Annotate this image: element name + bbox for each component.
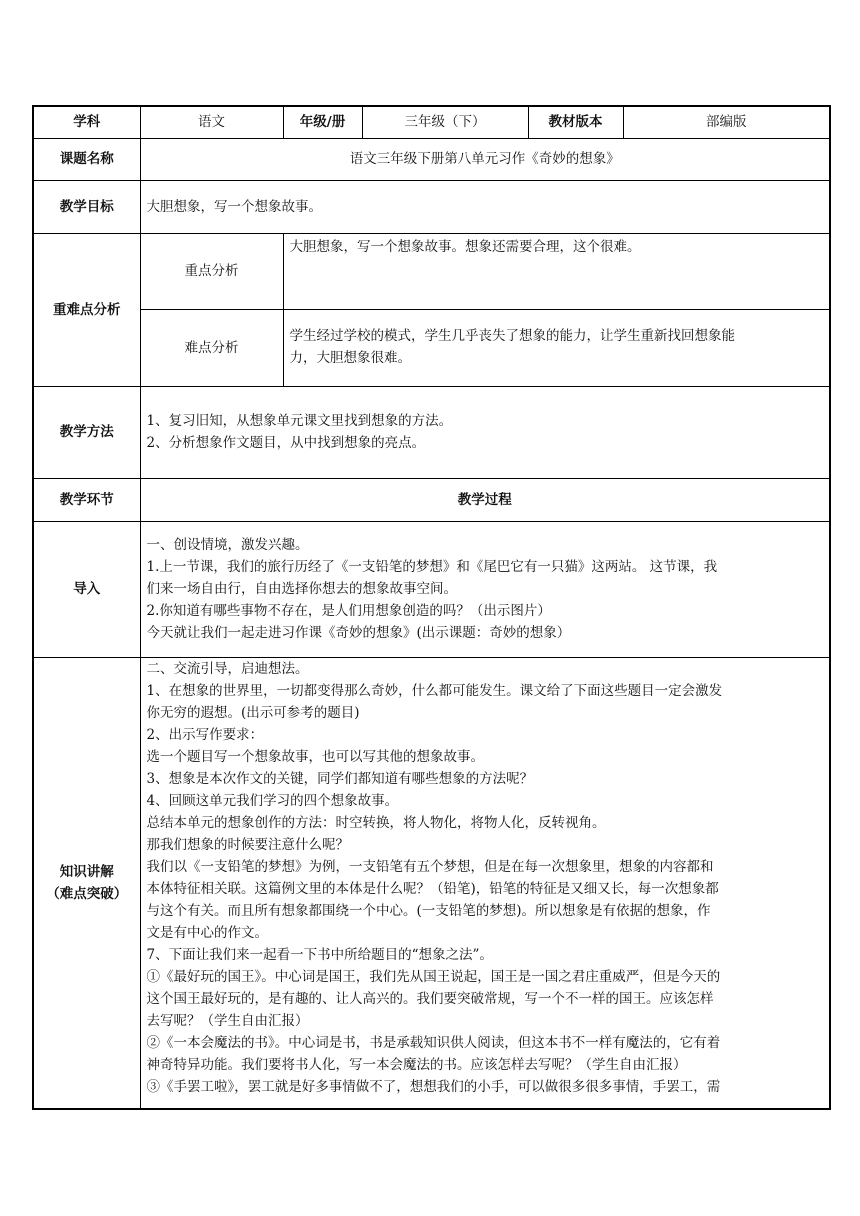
intro-line: 今天就让我们一起走进习作课《奇妙的想象》(出示课题：奇妙的想象） <box>146 624 571 641</box>
process-header-row <box>33 478 830 521</box>
knowledge-line: 我们以《一支铅笔的梦想》为例，一支铅笔有五个梦想，但是在每一次想象里，想象的内容都和 <box>146 858 714 875</box>
lesson-plan-table <box>32 105 831 1110</box>
intro-line: 一、创设情境，激发兴趣。 <box>146 536 309 553</box>
knowledge-line: 总结本单元的想象创作的方法：时空转换，将人物化，将物人化，反转视角。 <box>146 814 606 831</box>
key-points-label: 重难点分析 <box>33 233 140 386</box>
difficulty-line: 学生经过学校的模式，学生几乎丧失了想象的能力，让学生重新找回想象能 <box>289 327 735 344</box>
intro-row <box>33 521 830 657</box>
knowledge-line: 这个国王最好玩的，是有趣的、让人高兴的。我们要突破常规，写一个不一样的国王。应该怎样 <box>146 990 714 1007</box>
grade-label: 年级/册 <box>283 106 362 138</box>
knowledge-line: 二、交流引导，启迪想法。 <box>146 660 309 677</box>
knowledge-line: 本体特征相关联。这篇例文里的本体是什么呢？（铅笔)，铅笔的特征是又细又长，每一次想象都 <box>146 880 719 897</box>
knowledge-line: 2、出示写作要求： <box>146 726 264 743</box>
difficulty-label: 难点分析 <box>140 309 283 386</box>
process-stage-label: 教学环节 <box>33 478 140 521</box>
knowledge-line: 去写呢？（学生自由汇报） <box>146 1012 309 1029</box>
difficulty-line: 力，大胆想象很难。 <box>289 349 411 366</box>
subject-value: 语文 <box>140 106 283 138</box>
knowledge-label <box>33 657 140 1109</box>
knowledge-line: 1、在想象的世界里，一切都变得那么奇妙，什么都可能发生。课文给了下面这些题目一定会激发 <box>146 682 723 699</box>
knowledge-line: ①《最好玩的国王》。中心词是国王，我们先从国王说起，国王是一国之君庄重威严，但是今天的 <box>146 968 721 985</box>
methods-value <box>140 386 830 478</box>
objective-label: 教学目标 <box>33 180 140 233</box>
process-title: 教学过程 <box>140 478 830 521</box>
difficulty-row <box>33 309 830 386</box>
knowledge-content <box>140 657 830 1109</box>
objective-value: 大胆想象，写一个想象故事。 <box>140 180 830 233</box>
subject-label: 学科 <box>33 106 140 138</box>
intro-content <box>140 521 830 657</box>
edition-label: 教材版本 <box>528 106 623 138</box>
grade-value: 三年级（下） <box>362 106 528 138</box>
knowledge-row <box>33 657 830 1109</box>
topic-label: 课题名称 <box>33 138 140 180</box>
knowledge-label-line: 知识讲解 <box>59 863 114 880</box>
intro-label: 导入 <box>33 521 140 657</box>
knowledge-line: 与这个有关。而且所有想象都围绕一个中心。(一支铅笔的梦想)。所以想象是有依据的想象，作 <box>146 902 711 919</box>
methods-row <box>33 386 830 478</box>
method-line: 2、分析想象作文题目，从中找到想象的亮点。 <box>146 435 426 451</box>
focus-value: 大胆想象，写一个想象故事。想象还需要合理，这个很难。 <box>283 233 830 309</box>
intro-line: 们来一场自由行，自由选择你想去的想象故事空间。 <box>146 580 457 597</box>
knowledge-line: 那我们想象的时候要注意什么呢？ <box>146 836 349 853</box>
header-row <box>33 106 830 138</box>
methods-label: 教学方法 <box>33 386 140 478</box>
intro-line: 2.你知道有哪些事物不存在，是人们用想象创造的吗？（出示图片） <box>146 602 551 619</box>
focus-row <box>33 233 830 309</box>
knowledge-line: 7、下面让我们来一起看一下书中所给题目的“想象之法”。 <box>146 946 493 963</box>
knowledge-line: 3、想象是本次作文的关键，同学们都知道有哪些想象的方法呢？ <box>146 770 534 787</box>
method-line: 1、复习旧知，从想象单元课文里找到想象的方法。 <box>146 413 453 429</box>
knowledge-line: 选一个题目写一个想象故事，也可以写其他的想象故事。 <box>146 748 484 765</box>
objective-row <box>33 180 830 233</box>
knowledge-line: ③《手罢工啦》，罢工就是好多事情做不了，想想我们的小手，可以做很多很多事情，手罢工，需 <box>146 1078 721 1095</box>
intro-line: 1.上一节课，我们的旅行历经了《一支铅笔的梦想》和《尾巴它有一只猫》这两站。 这节课，我 <box>146 558 718 575</box>
knowledge-line: 神奇特异功能。我们要将书人化，写一本会魔法的书。应该怎样去写呢？（学生自由汇报） <box>146 1056 687 1073</box>
topic-row <box>33 138 830 180</box>
difficulty-value <box>283 309 830 386</box>
knowledge-label-line: （难点突破） <box>46 885 128 902</box>
focus-label: 重点分析 <box>140 233 283 309</box>
topic-value: 语文三年级下册第八单元习作《奇妙的想象》 <box>140 138 830 180</box>
edition-value: 部编版 <box>623 106 830 138</box>
knowledge-line: 文是有中心的作文。 <box>146 924 268 941</box>
knowledge-line: ②《一本会魔法的书》。中心词是书，书是承载知识供人阅读，但这本书不一样有魔法的，它有着 <box>146 1034 721 1051</box>
knowledge-line: 4、回顾这单元我们学习的四个想象故事。 <box>146 792 399 809</box>
knowledge-line: 你无穷的遐想。(出示可参考的题目) <box>146 704 360 721</box>
